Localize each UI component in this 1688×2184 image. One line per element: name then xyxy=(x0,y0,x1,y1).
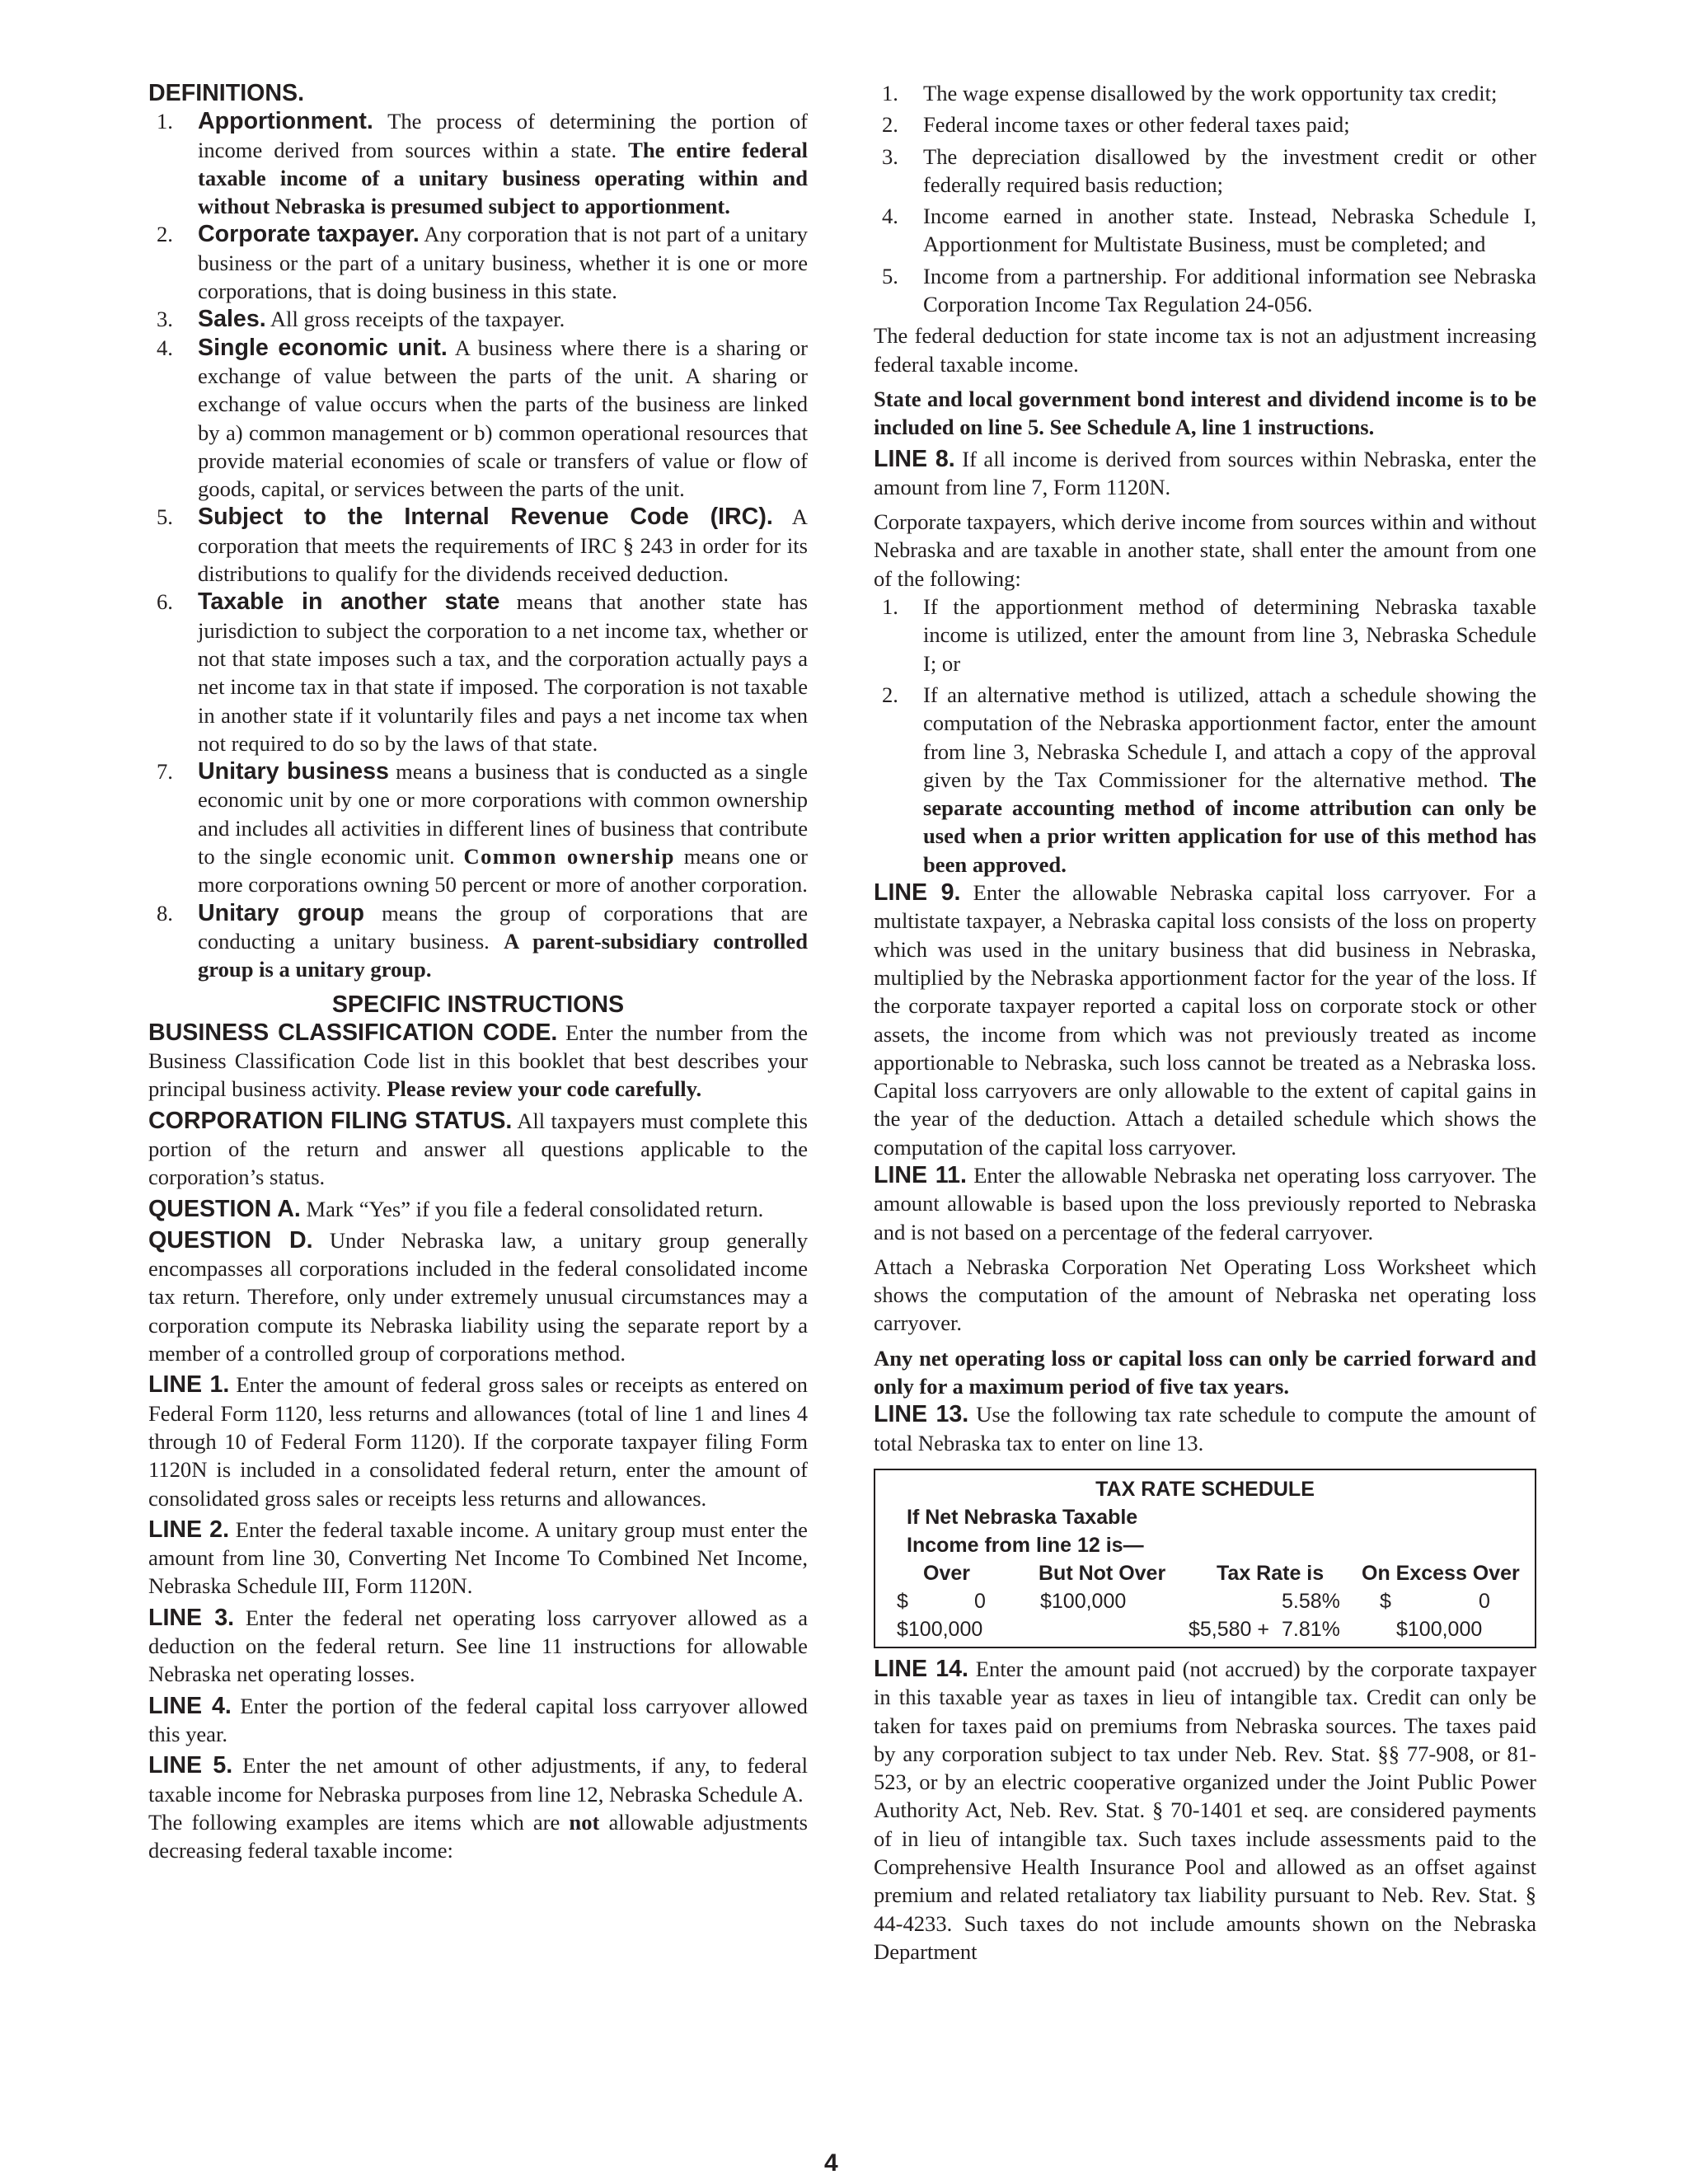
examples-intro: The following examples are items which are not allowable adjustments decreasing federal taxable income: xyxy=(148,1809,808,1863)
section-line-2: LINE 2. Enter the federal taxable income. A unitary group must enter the amount from line 30, Converting Net Income To Combined Net Income, Nebraska Schedule III, Form 1120N. xyxy=(148,1516,808,1599)
definition-term: Single economic unit. xyxy=(198,334,448,361)
left-column xyxy=(148,79,808,1864)
section-business-classification: BUSINESS CLASSIFICATION CODE. Enter the number from the Business Classification Code list in this booklet that best describes your principal business activity. Please review your code carefully. xyxy=(148,1019,808,1102)
list-item: 1. The wage expense disallowed by the work opportunity tax credit; xyxy=(882,81,1498,105)
column-header: On Excess Over xyxy=(1362,1561,1520,1585)
line-8-options-list xyxy=(874,593,1536,879)
list-item: 1. If the apportionment method of determining Nebraska taxable income is utilized, enter the amount from line 3, Nebraska Schedule I; or xyxy=(882,594,1536,676)
list-item: 3. The depreciation disallowed by the investment credit or other federally required basis reduction; xyxy=(882,143,1536,197)
definitions-list xyxy=(148,107,808,983)
line-8-corporate-note: Corporate taxpayers, which derive income from sources within and without Nebraska and are taxable in another state, shall enter the amount from one of the following: xyxy=(874,509,1536,591)
table-header-line: Income from line 12 is— xyxy=(907,1533,1144,1557)
definition-term: Apportionment. xyxy=(198,108,373,135)
section-filing-status: CORPORATION FILING STATUS. All taxpayers must complete this portion of the return and answer all questions applicable to the corporation’s status. xyxy=(148,1107,808,1190)
list-item: 1. Apportionment. The process of determining the portion of income derived from sources within a state. The entire federal taxable income of a unitary business operating within and without Nebraska is presumed subject to apportionment. xyxy=(157,108,809,219)
right-column xyxy=(874,79,1536,1966)
section-question-a: QUESTION A. Mark “Yes” if you file a federal consolidated return. xyxy=(148,1195,764,1222)
section-line-1: LINE 1. Enter the amount of federal gross sales or receipts as entered on Federal Form 1120, less returns and allowances (total of line 1 and lines 4 through 10 of Federal Form 1120). If the corporate taxpayer filing Form 1120N is included in a consolidated federal return, enter the amount of consolidated gross sales or receipts less returns and allowances. xyxy=(148,1371,808,1511)
section-question-d: QUESTION D. Under Nebraska law, a unitary group generally encompasses all corporations included in the federal consolidated income tax return. Therefore, only under extremely unusual circumstances may a corporation compute its Nebraska liability using the separate report by a member of a controlled group of corporations method. xyxy=(148,1226,809,1366)
table-header-line: If Net Nebraska Taxable xyxy=(907,1505,1138,1529)
tax-rate-schedule-table xyxy=(874,1469,1536,1648)
section-line-13: LINE 13. Use the following tax rate schedule to compute the amount of total Nebraska tax to enter on line 13. xyxy=(874,1401,1536,1455)
list-item: 5. Income from a partnership. For additional information see Nebraska Corporation Income Tax Regulation 24-056. xyxy=(882,263,1536,317)
table-row: $100,000 $5,580 + 7.81% $100,000 xyxy=(897,1617,1483,1641)
line-11-attach-note: Attach a Nebraska Corporation Net Operating Loss Worksheet which shows the computation of the amount of Nebraska net operating loss carryover. xyxy=(874,1254,1536,1336)
list-item: 2. Corporate taxpayer. Any corporation that is not part of a unitary business or the part of a unitary business, whether it is one or more corporations, that is doing business in this state. xyxy=(157,221,808,304)
column-header: But Not Over xyxy=(1039,1561,1166,1585)
table-row: $ 0 $100,000 5.58% $ 0 xyxy=(897,1589,1490,1613)
section-line-3: LINE 3. Enter the federal net operating loss carryover allowed as a deduction on the federal return. See line 11 instructions for allowable Nebraska net operating losses. xyxy=(148,1604,808,1687)
section-line-9: LINE 9. Enter the allowable Nebraska capital loss carryover. For a multistate taxpayer, a Nebraska capital loss consists of the loss on property which was used in the unitary business that did business in Nebraska, multiplied by the Nebraska apportionment factor for the year of the loss. If the corporate taxpayer reported a capital loss on corporate stock or other assets, the income from which was not previously treated as income apportionable to Nebraska, such loss cannot be treated as a Nebraska loss. Capital loss carryovers are only allowable to the extent of capital gains in the year of the deduction. Attach a detailed schedule which shows the computation of the capital loss carryover. xyxy=(874,879,1536,1160)
section-line-4: LINE 4. Enter the portion of the federal capital loss carryover allowed this year. xyxy=(148,1692,808,1746)
list-item: 3. Sales. All gross receipts of the taxpayer. xyxy=(157,306,565,333)
specific-instructions-heading: SPECIFIC INSTRUCTIONS xyxy=(331,991,625,1018)
section-line-5: LINE 5. Enter the net amount of other adjustments, if any, to federal taxable income for Nebraska purposes from line 12, Nebraska Schedule A. xyxy=(148,1752,808,1807)
definition-term: Corporate taxpayer. xyxy=(198,221,420,248)
column-header: Tax Rate is xyxy=(1217,1561,1325,1585)
bond-interest-note: State and local government bond interest and dividend income is to be included on line 5. See Schedule A, line 1 instructions. xyxy=(874,386,1536,440)
list-item: 4. Income earned in another state. Instead, Nebraska Schedule I, Apportionment for Multistate Business, must be completed; and xyxy=(882,204,1536,257)
definition-term: Unitary business xyxy=(198,758,389,785)
section-line-11: LINE 11. Enter the allowable Nebraska net operating loss carryover. The amount allowable is based upon the loss previously reported to Nebraska and is not based on a percentage of the federal carryover. xyxy=(874,1161,1537,1244)
table-column-headers xyxy=(884,1559,1526,1587)
list-item: 8. Unitary group means the group of corporations that are conducting a unitary business. A parent-subsidiary controlled group is a unitary group. xyxy=(157,899,809,982)
page-number: 4 xyxy=(824,2149,838,2177)
non-allowable-adjustments-list xyxy=(874,79,1536,318)
list-item: 4. Single economic unit. A business where there is a sharing or exchange of value between the parts of the unit. A sharing or exchange of value occurs when the parts of the business are linked by a) common management or b) common operational resources that provide material economies of scale or transfers of value or flow of goods, capital, or services between the parts of the unit. xyxy=(157,334,808,502)
definition-term: Subject to the Internal Revenue Code (IRC). xyxy=(198,504,773,531)
table-title: TAX RATE SCHEDULE xyxy=(1095,1477,1315,1501)
list-item: 6. Taxable in another state means that another state has jurisdiction to subject the corporation to a net income tax, whether or not that state imposes such a tax, and the corporation actually pays a net income tax in that state if imposed. The corporation is not taxable in another state if it voluntarily files and pays a net income tax when not required to do so by the laws of that state. xyxy=(157,588,808,756)
carry-forward-note: Any net operating loss or capital loss can only be carried forward and only for a maximum period of five tax years. xyxy=(874,1345,1536,1399)
list-item: 7. Unitary business means a business that is conducted as a single economic unit by one or more corporations with common ownership and includes all activities in different lines of business that contribute to the single economic unit. Common ownership means one or more corporations owning 50 percent or more of another corporation. xyxy=(157,758,808,898)
definition-term: Unitary group xyxy=(198,899,364,926)
list-item: 5. Subject to the Internal Revenue Code (IRC). A corporation that meets the requirements of IRC § 243 in order for its distributions to qualify for the dividends received deduction. xyxy=(157,504,808,587)
section-line-8: LINE 8. If all income is derived from sources within Nebraska, enter the amount from line 7, Form 1120N. xyxy=(874,445,1536,499)
definitions-heading: DEFINITIONS. xyxy=(148,80,305,106)
list-item: 2. Federal income taxes or other federal taxes paid; xyxy=(882,112,1350,138)
definition-term: Taxable in another state xyxy=(198,588,500,616)
definition-term: Sales. xyxy=(198,306,266,333)
list-item: 2. If an alternative method is utilized, attach a schedule showing the computation of the Nebraska apportionment factor, enter the amount from line 3, Nebraska Schedule I, and attach a copy of the approval given by the Tax Commissioner for the alternative method. The separate accounting method of income attribution can only be used when a prior written application for use of this method has been approved. xyxy=(882,682,1536,877)
column-header: Over xyxy=(923,1561,970,1585)
section-line-14: LINE 14. Enter the amount paid (not accrued) by the corporate taxpayer in this taxable year as taxes in lieu of intangible tax. Credit can only be taken for taxes paid on premiums from Nebraska sources. The taxes paid by any corporation subject to tax under Neb. Rev. Stat. §§ 77-908, or 81-523, or by an electric cooperative organized under the Joint Public Power Authority Act, Neb. Rev. Stat. § 70-1401 et seq. are considered payments of in lieu of intangible tax. Such taxes include assessments paid to the Comprehensive Health Insurance Pool and allowed as an offset against premium and related retaliatory tax liability pursuant to Neb. Rev. Stat. § 44-4233. Such taxes do not include amounts shown on the Nebraska Department xyxy=(874,1655,1536,1964)
federal-deduction-note: The federal deduction for state income tax is not an adjustment increasing federal taxable income. xyxy=(874,323,1536,377)
